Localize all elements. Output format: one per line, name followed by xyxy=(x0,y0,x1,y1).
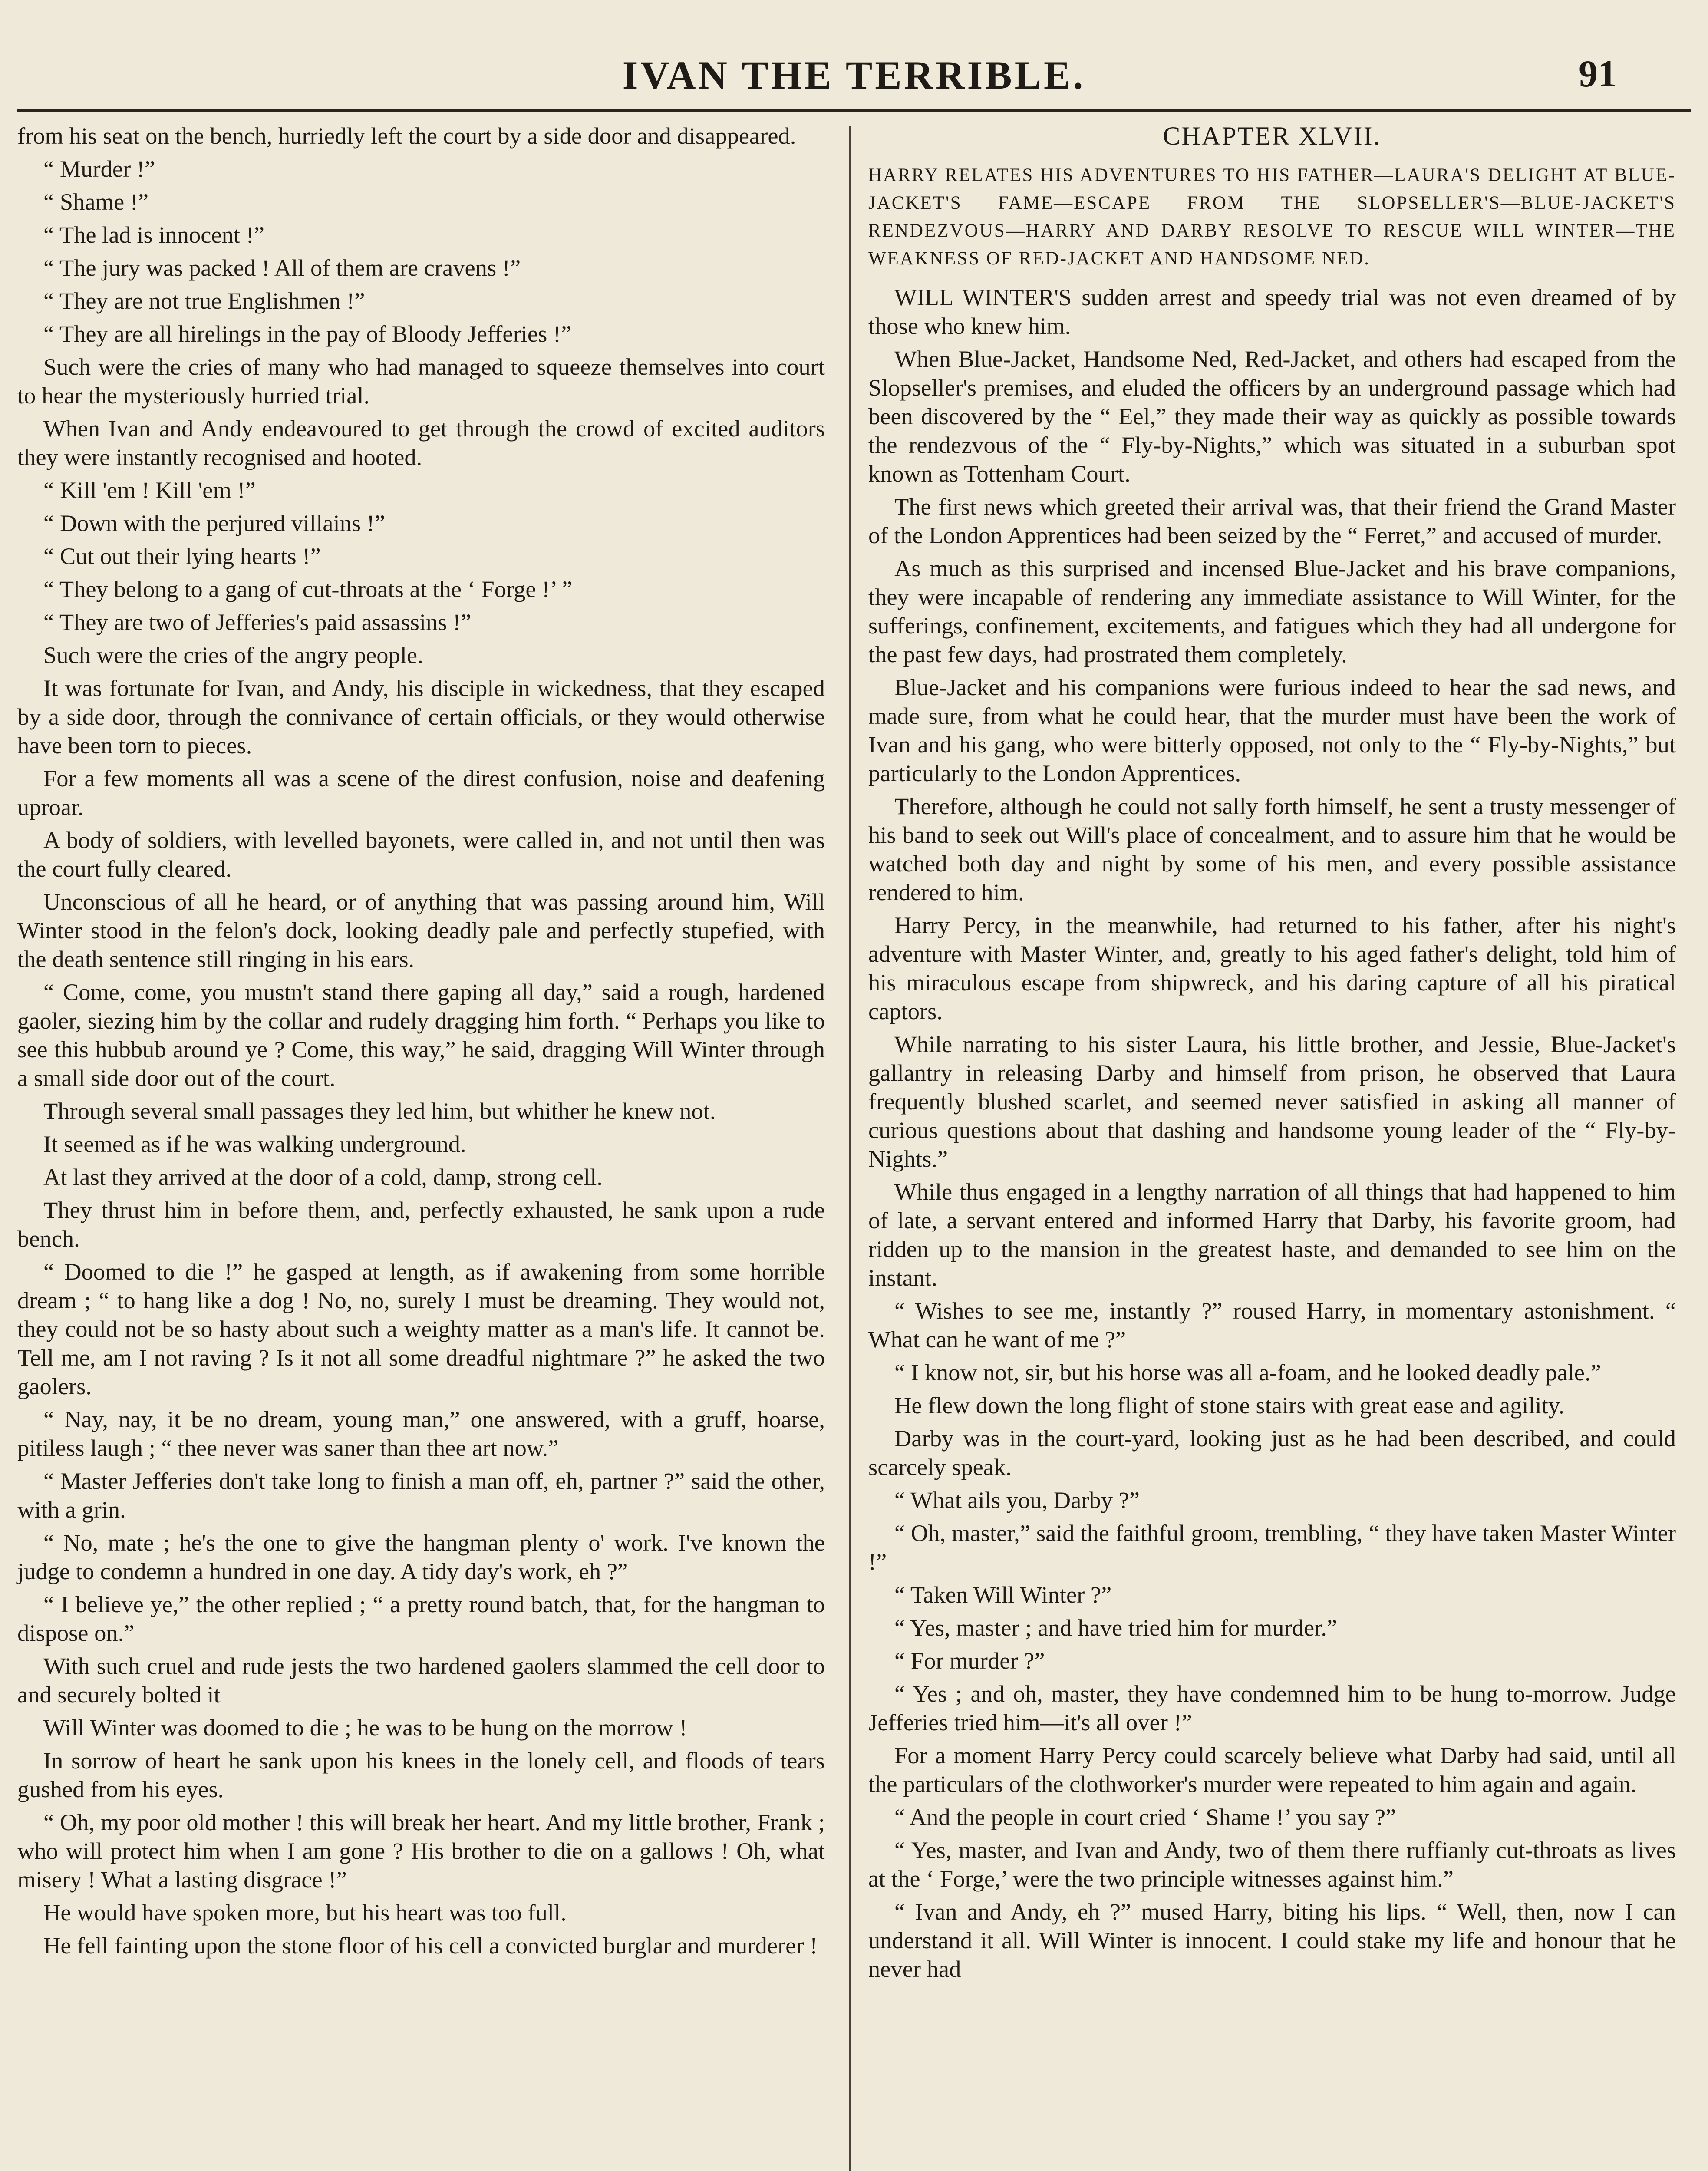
paragraph: He would have spoken more, but his heart was too full. xyxy=(43,1899,567,1926)
paragraph: He fell fainting upon the stone floor of his cell a convicted burglar and murderer ! xyxy=(43,1932,818,1959)
paragraph: “ Oh, master,” said the faithful groom, trembling, “ they have taken Master Winter !” xyxy=(868,1520,1676,1575)
paragraph: “ What ails you, Darby ?” xyxy=(894,1487,1140,1513)
paragraph: A body of soldiers, with levelled bayonets, were called in, and not until then was the court fully cleared. xyxy=(17,827,825,882)
paragraph: Darby was in the court-yard, looking just as he had been described, and could scarcely speak. xyxy=(868,1425,1676,1480)
paragraph: For a few moments all was a scene of the direst confusion, noise and deafening uproar. xyxy=(17,765,825,820)
paragraph: As much as this surprised and incensed Blue-Jacket and his brave companions, they were incapable of rendering any immediate assistance to Will Winter, for the sufferings, confinement, excitements, and fatigues which they had all undergone for the past few days, had prostrated them completely. xyxy=(868,555,1676,667)
paragraph: Harry Percy, in the meanwhile, had returned to his father, after his night's adventure with Master Winter, and, greatly to his aged father's delight, told him of his miraculous escape from shipwreck, and his daring capture of all his piratical captors. xyxy=(868,912,1676,1024)
paragraph: “ And the people in court cried ‘ Shame !’ you say ?” xyxy=(894,1804,1396,1830)
paragraph: “ Taken Will Winter ?” xyxy=(894,1581,1112,1608)
paragraph: For a moment Harry Percy could scarcely believe what Darby had said, until all the particulars of the clothworker's murder were repeated to him again and again. xyxy=(868,1742,1676,1797)
paragraph: While narrating to his sister Laura, his little brother, and Jessie, Blue-Jacket's gallantry in releasing Darby and himself from prison, he observed that Laura frequently blushed scarlet, and seemed never satisfied in asking all manner of curious questions about that dashing and handsome young leader of the “ Fly-by-Nights.” xyxy=(868,1031,1676,1172)
paragraph: “ They are not true Englishmen !” xyxy=(43,287,365,314)
paragraph: At last they arrived at the door of a cold, damp, strong cell. xyxy=(43,1164,603,1190)
paragraph: They thrust him in before them, and, perfectly exhausted, he sank upon a rude bench. xyxy=(17,1197,825,1252)
paragraph: “ Oh, my poor old mother ! this will break her heart. And my little brother, Frank ; who will protect him when I am gone ? His brother to die on a gallows ! Oh, what misery ! What a lasting disgrace !” xyxy=(17,1809,825,1893)
paragraph: “ I know not, sir, but his horse was all a-foam, and he looked deadly pale.” xyxy=(894,1359,1601,1386)
running-title: IVAN THE TERRIBLE. xyxy=(622,53,1086,97)
paragraph: Blue-Jacket and his companions were furious indeed to hear the sad news, and made sure, from what he could hear, that the murder must have been the work of Ivan and his gang, who were bitterly opposed, not only to the “ Fly-by-Nights,” but particularly to the London Apprentices. xyxy=(868,674,1676,786)
paragraph: Will Winter was doomed to die ; he was to be hung on the morrow ! xyxy=(43,1714,687,1741)
paragraph: “ They belong to a gang of cut-throats at the ‘ Forge !’ ” xyxy=(43,576,573,602)
paragraph: While thus engaged in a lengthy narration of all things that had happened to him of late, a servant entered and informed Harry that Darby, his favorite groom, had ridden up to the mansion in the greatest haste, and demanded to see him on the instant. xyxy=(868,1178,1676,1291)
page-number: 91 xyxy=(1579,53,1617,95)
paragraph: “ Yes, master ; and have tried him for murder.” xyxy=(894,1614,1338,1641)
paragraph: “ They are two of Jefferies's paid assassins !” xyxy=(43,609,472,635)
paragraph: “ Doomed to die !” he gasped at length, as if awakening from some horrible dream ; “ to hang like a dog ! No, no, surely I must be dreaming. They would not, they could not be so hasty about such a weighty matter as a man's life. It cannot be. Tell me, am I not raving ? Is it not all some dreadful nightmare ?” he asked the two gaolers. xyxy=(17,1258,825,1399)
paragraph: “ Kill 'em ! Kill 'em !” xyxy=(43,477,256,503)
paragraph: Unconscious of all he heard, or of anything that was passing around him, Will Winter stood in the felon's dock, looking deadly pale and perfectly stupefied, with the death sentence still ringing in his ears. xyxy=(17,888,825,972)
chapter-summary: HARRY RELATES HIS ADVENTURES TO HIS FATHER—LAURA'S DELIGHT AT BLUE-JACKET'S FAME—ESCAPE FROM THE SLOPSELLER'S—BLUE-JACKET'S RENDEZVOUS—HARRY AND DARBY RESOLVE TO RESCUE WILL WINTER—THE WEAKNESS OF RED-JACKET AND HANDSOME NED. xyxy=(868,165,1676,269)
paragraph: “ Yes, master, and Ivan and Andy, two of them there ruffianly cut-throats as lives at the ‘ Forge,’ were the two principle witnesses against him.” xyxy=(868,1837,1676,1892)
paragraph: In sorrow of heart he sank upon his knees in the lonely cell, and floods of tears gushed from his eyes. xyxy=(17,1747,825,1802)
page-header xyxy=(0,52,1708,109)
paragraph: With such cruel and rude jests the two hardened gaolers slammed the cell door to and securely bolted it xyxy=(17,1653,825,1708)
paragraph: Therefore, although he could not sally forth himself, he sent a trusty messenger of his band to seek out Will's place of concealment, and to assure him that he would be watched both day and night by some of his men, and every possible assistance rendered to him. xyxy=(868,793,1676,905)
right-column-body xyxy=(868,283,1676,1983)
paragraph: It was fortunate for Ivan, and Andy, his disciple in wickedness, that they escaped by a side door, through the connivance of certain officials, or they would otherwise have been torn to pieces. xyxy=(17,675,825,759)
left-column xyxy=(17,122,825,1964)
paragraph: “ Nay, nay, it be no dream, young man,” one answered, with a gruff, hoarse, pitiless laugh ; “ thee never was saner than thee art now.” xyxy=(17,1406,825,1461)
paragraph: “ The jury was packed ! All of them are cravens !” xyxy=(43,254,521,281)
paragraph: “ No, mate ; he's the one to give the hangman plenty o' work. I've known the judge to condemn a hundred in one day. A tidy day's work, eh ?” xyxy=(17,1529,825,1584)
paragraph: He flew down the long flight of stone stairs with great ease and agility. xyxy=(894,1392,1565,1419)
column-rule xyxy=(849,126,851,2171)
paragraph: Such were the cries of many who had managed to squeeze themselves into court to hear the mysteriously hurried trial. xyxy=(17,353,825,409)
right-column xyxy=(868,122,1676,1988)
paragraph: “ Come, come, you mustn't stand there gaping all day,” said a rough, hardened gaoler, siezing him by the collar and rudely dragging him forth. “ Perhaps you like to see this hubbub around ye ? Come, this way,” he said, dragging Will Winter through a small side door out of the court. xyxy=(17,979,825,1091)
paragraph: Through several small passages they led him, but whither he knew not. xyxy=(43,1098,716,1124)
paragraph: “ I believe ye,” the other replied ; “ a pretty round batch, that, for the hangman to dispose on.” xyxy=(17,1591,825,1646)
paragraph: “ Cut out their lying hearts !” xyxy=(43,543,321,569)
paragraph: “ Wishes to see me, instantly ?” roused Harry, in momentary astonishment. “ What can he want of me ?” xyxy=(868,1297,1676,1353)
paragraph: “ Murder !” xyxy=(43,155,155,182)
paragraph: It seemed as if he was walking underground. xyxy=(43,1131,466,1157)
paragraph: “ For murder ?” xyxy=(894,1647,1045,1674)
paragraph: Such were the cries of the angry people. xyxy=(43,642,423,668)
header-rule xyxy=(17,109,1691,112)
paragraph: “ Shame !” xyxy=(43,188,149,215)
paragraph: When Blue-Jacket, Handsome Ned, Red-Jacket, and others had escaped from the Slopseller's premises, and eluded the officers by an underground passage which had been discovered by the “ Eel,” they made their way as quickly as possible towards the rendezvous of the “ Fly-by-Nights,” which was situated in a suburban spot known as Tottenham Court. xyxy=(868,346,1676,487)
paragraph: The first news which greeted their arrival was, that their friend the Grand Master of the London Apprentices had been seized by the “ Ferret,” and accused of murder. xyxy=(868,493,1676,548)
paragraph: “ The lad is innocent !” xyxy=(43,221,264,248)
paragraph: WILL WINTER'S sudden arrest and speedy trial was not even dreamed of by those who knew him. xyxy=(868,284,1676,339)
paragraph: “ Yes ; and oh, master, they have condemned him to be hung to-morrow. Judge Jefferies tried him—it's all over !” xyxy=(868,1680,1676,1735)
paragraph: “ Ivan and Andy, eh ?” mused Harry, biting his lips. “ Well, then, now I can understand it all. Will Winter is innocent. I could stake my life and honour that he never had xyxy=(868,1898,1676,1982)
paragraph: When Ivan and Andy endeavoured to get through the crowd of excited auditors they were instantly recognised and hooted. xyxy=(17,415,825,470)
paragraph: “ Master Jefferies don't take long to finish a man off, eh, partner ?” said the other, with a grin. xyxy=(17,1468,825,1523)
paragraph: “ Down with the perjured villains !” xyxy=(43,510,386,536)
chapter-heading: CHAPTER XLVII. xyxy=(1163,122,1382,150)
paragraph: “ They are all hirelings in the pay of Bloody Jefferies !” xyxy=(43,320,572,347)
paragraph: from his seat on the bench, hurriedly left the court by a side door and disappeared. xyxy=(17,122,796,149)
